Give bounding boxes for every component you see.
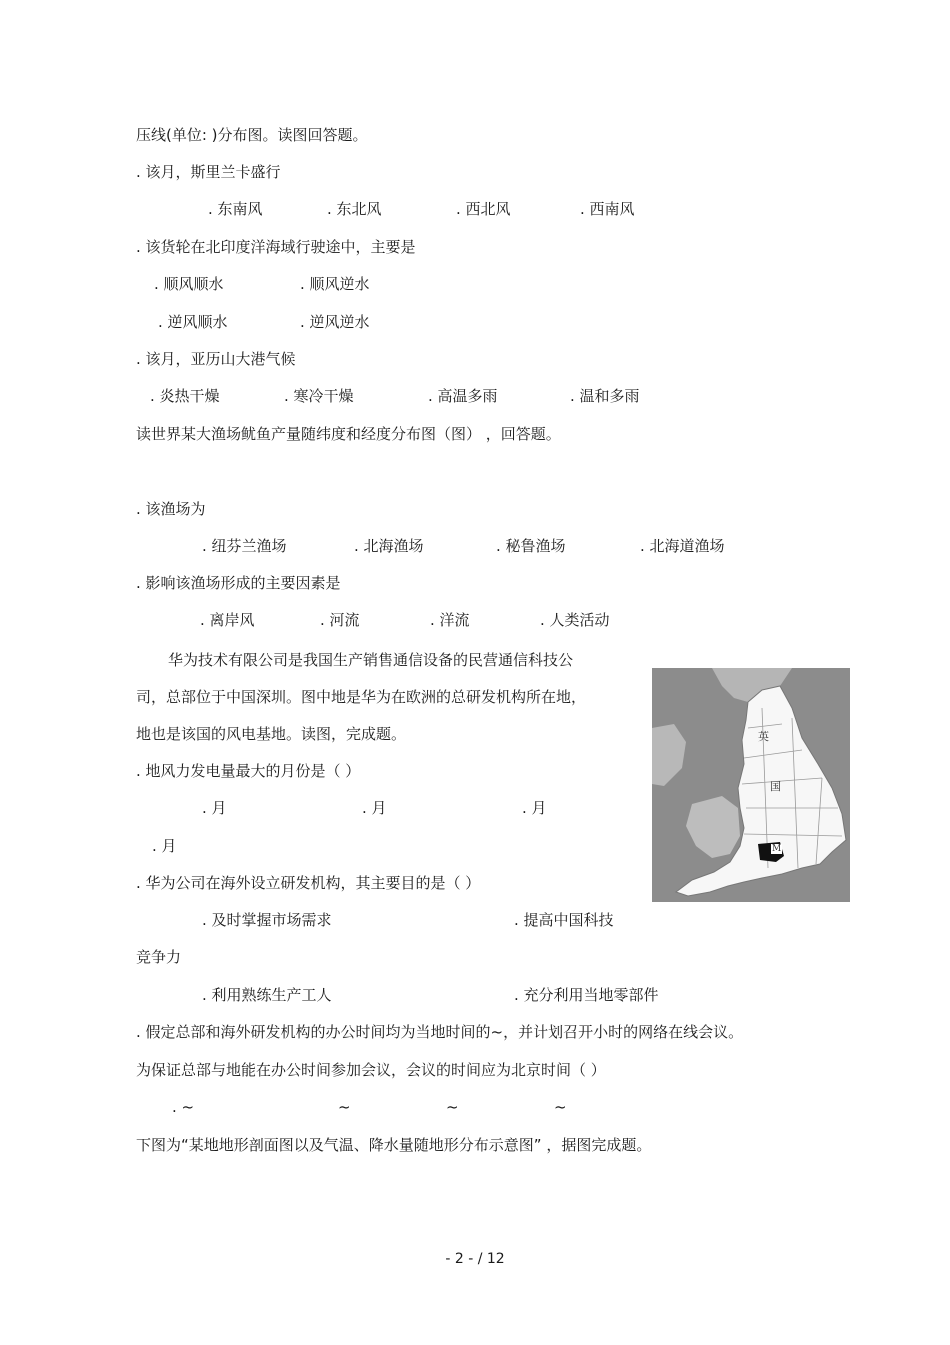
map-label-ying: 英 [758,730,769,743]
option-d: . 温和多雨 [570,387,640,405]
option-b: . 河流 [320,611,360,629]
option-d: . 充分利用当地零部件 [514,986,659,1004]
question-stem: . 假定总部和海外研发机构的办公时间均为当地时间的~，并计划召开小时的网络在线会议。 [136,1023,744,1041]
question-stem: . 该月，斯里兰卡盛行 [136,163,281,181]
option-d: . 北海道渔场 [640,537,725,555]
paragraph-line: 华为技术有限公司是我国生产销售通信设备的民营通信科技公 [168,651,574,669]
paragraph-line: 司，总部位于中国深圳。图中地是华为在欧洲的总研发机构所在地， [136,688,587,706]
text-line: 竞争力 [136,948,182,966]
option-a: . 顺风顺水 [154,275,224,293]
option-c: . 月 [522,799,547,817]
option-d: . 月 [152,837,177,855]
option-b: . 提高中国科技 [514,911,614,929]
option-d: . 西南风 [580,200,635,218]
question-stem: . 华为公司在海外设立研发机构，其主要目的是（ ） [136,874,481,892]
option-c: . 利用熟练生产工人 [202,986,332,1004]
question-stem: . 地风力发电量最大的月份是（ ） [136,762,361,780]
option-c: . 逆风顺水 [158,313,228,331]
page-number: - 2 - / 12 [445,1251,505,1267]
map-marker-m: M [772,844,782,854]
paragraph-line: 地也是该国的风电基地。读图，完成题。 [136,725,407,743]
option-a: . 纽芬兰渔场 [202,537,287,555]
question-stem: . 该月，亚历山大港气候 [136,350,296,368]
option-d: ~ [554,1098,567,1116]
option-a: . 月 [202,799,227,817]
option-a: . 炎热干燥 [150,387,220,405]
text-line: 读世界某大渔场鱿鱼产量随纬度和经度分布图（图） ，回答题。 [136,425,561,443]
option-b: . 顺风逆水 [300,275,370,293]
option-c: . 洋流 [430,611,470,629]
option-a: . ~ [172,1098,195,1116]
map-graphic [652,668,850,902]
question-stem: . 该渔场为 [136,500,206,518]
text-line: 下图为“某地地形剖面图以及气温、降水量随地形分布示意图” ，据图完成题。 [136,1136,652,1154]
england-map [652,668,850,902]
option-a: . 离岸风 [200,611,255,629]
option-b: ~ [338,1098,351,1116]
option-b: . 东北风 [327,200,382,218]
question-stem: 为保证总部与地能在办公时间参加会议，会议的时间应为北京时间（ ） [136,1061,606,1079]
option-a: . 东南风 [208,200,263,218]
option-c: . 秘鲁渔场 [496,537,566,555]
option-d: . 人类活动 [540,611,610,629]
option-b: . 北海渔场 [354,537,424,555]
option-b: . 寒冷干燥 [284,387,354,405]
option-b: . 月 [362,799,387,817]
question-stem: . 该货轮在北印度洋海域行驶途中，主要是 [136,238,416,256]
option-c: . 西北风 [456,200,511,218]
option-c: ~ [446,1098,459,1116]
option-d: . 逆风逆水 [300,313,370,331]
text-line: 压线(单位: )分布图。读图回答题。 [136,126,368,144]
map-label-guo: 国 [770,780,781,793]
option-a: . 及时掌握市场需求 [202,911,332,929]
question-stem: . 影响该渔场形成的主要因素是 [136,574,341,592]
option-c: . 高温多雨 [428,387,498,405]
